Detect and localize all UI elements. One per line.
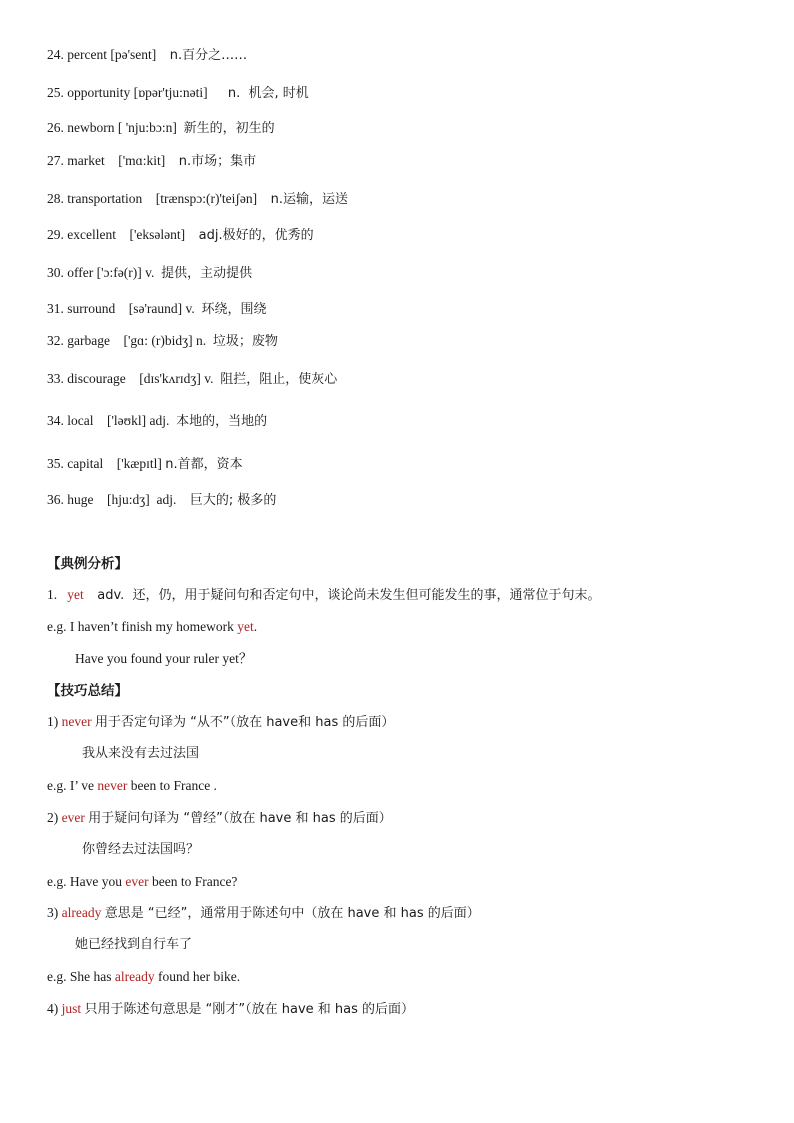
vocab-item-35: 35. capital ['kæpɪtl] n.首都，资本	[47, 456, 243, 472]
vocab-item-26: 26. newborn [ 'nju:bɔ:n] 新生的，初生的	[47, 120, 275, 136]
vocab-item-31: 31. surround [sə'raund] v. 环绕，围绕	[47, 301, 267, 317]
tips-section-heading: 【技巧总结】	[47, 683, 128, 699]
example-item-yet: 1. yet adv. 还，仍，用于疑问句和否定句中，谈论尚未发生但可能发生的事，通常位于句末。	[47, 587, 601, 603]
tip-ever-translation: 你曾经去过法国吗？	[82, 842, 200, 857]
tip-never-example: e.g. I’ ve never been to France .	[47, 778, 217, 793]
vocab-item-32: 32. garbage ['gɑ: (r)bidʒ] n. 垃圾；废物	[47, 333, 278, 349]
vocab-item-27: 27. market ['mɑ:kit] n.市场；集市	[47, 153, 257, 169]
vocab-item-36: 36. huge [hju:dʒ] adj. 巨大的; 极多的	[47, 492, 277, 508]
tip-ever: 2) ever 用于疑问句译为 “曾经”（放在 have 和 has 的后面）	[47, 810, 392, 826]
tip-already: 3) already 意思是 “已经”，通常用于陈述句中（放在 have 和 has 的后面）	[47, 905, 480, 921]
tip-already-translation: 她已经找到自行车了	[75, 937, 193, 952]
vocab-item-25: 25. opportunity [ɒpər'tju:nəti] n. 机会, 时机	[47, 85, 309, 101]
tip-never: 1) never 用于否定句译为 “从不”（放在 have和 has 的后面）	[47, 714, 395, 730]
vocab-item-28: 28. transportation [trænspɔ:(r)'teiʃən] n.运输，运送	[47, 191, 348, 207]
vocab-item-33: 33. discourage [dɪs'kʌrɪdʒ] v. 阻拦，阻止，使灰心	[47, 371, 338, 387]
example-sentence-2: Have you found your ruler yet？	[75, 651, 253, 666]
vocab-item-34: 34. local ['ləʊkl] adj. 本地的，当地的	[47, 413, 268, 429]
tip-just: 4) just 只用于陈述句意思是 “刚才”（放在 have 和 has 的后面）	[47, 1001, 415, 1017]
vocab-item-30: 30. offer ['ɔ:fə(r)] v. 提供，主动提供	[47, 265, 253, 281]
tip-ever-example: e.g. Have you ever been to France?	[47, 874, 238, 889]
vocab-item-29: 29. excellent ['eksələnt] adj.极好的，优秀的	[47, 227, 314, 243]
vocab-item-24: 24. percent [pə'sent] n.百分之……	[47, 47, 248, 63]
tip-never-translation: 我从来没有去过法国	[82, 746, 200, 761]
example-section-heading: 【典例分析】	[47, 556, 128, 572]
tip-already-example: e.g. She has already found her bike.	[47, 969, 241, 984]
example-sentence-1: e.g. I haven’t finish my homework yet.	[47, 619, 258, 634]
